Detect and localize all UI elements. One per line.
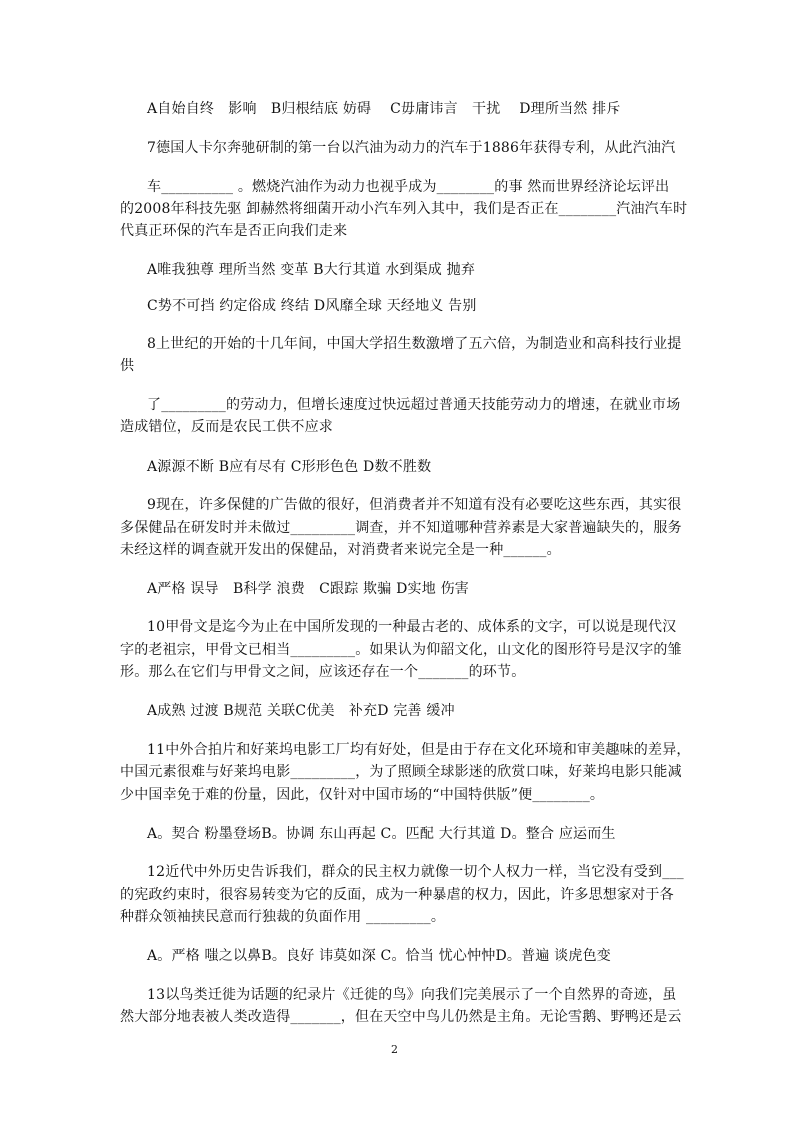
question-9-text: 9现在，许多保健的广告做的很好，但消费者并不知道有没有必要吃这些东西，其实很 xyxy=(147,497,682,513)
question-12-text: 种群众领袖挟民意而行独裁的负面作用 _________。 xyxy=(120,909,446,925)
question-12-options: A。严格 嗤之以鼻B。良好 讳莫如深 C。恰当 忧心忡忡D。普遍 谈虎色变 xyxy=(147,948,611,964)
question-9-text: 未经这样的调查就开发出的保健品，对消费者来说完全是一种______。 xyxy=(120,542,561,558)
question-9-text: 多保健品在研发时并未做过_________调查，并不知道哪种营养素是大家普遍缺失的，服务 xyxy=(120,520,682,536)
question-13-text: 13以鸟类迁徙为话题的纪录片《迁徙的鸟》向我们完美展示了一个自然界的奇迹，虽 xyxy=(147,987,677,1003)
question-9-options: A严格 误导 B科学 浪费 C跟踪 欺骗 D实地 伤害 xyxy=(147,581,469,597)
question-10-text: 字的老祖宗，甲骨文已相当_________。如果认为仰韶文化，山文化的图形符号是汉字的雏 xyxy=(120,642,682,658)
question-6-options: A自始自终 影响 B归根结底 妨碍 C毋庸讳言 干扰 D理所当然 排斥 xyxy=(147,101,621,117)
question-7-text: 车__________ 。燃烧汽油作为动力也视乎成为________的事 然而世界经济论坛评出 xyxy=(147,179,670,195)
question-7-options: A唯我独尊 理所当然 变革 B大行其道 水到渠成 抛弃 xyxy=(147,262,476,278)
question-11-text: 少中国幸免于难的份量，因此，仅针对中国市场的“中国特供版”便________。 xyxy=(120,787,605,803)
question-8-options: A源源不断 B应有尽有 C形形色色 D数不胜数 xyxy=(147,459,432,475)
question-11-text: 11中外合拍片和好莱坞电影工厂均有好处，但是由于存在文化环境和审美趣味的差异， xyxy=(147,742,691,758)
question-10-text: 10甲骨文是迄今为止在中国所发现的一种最古老的、成体系的文字，可以说是现代汉 xyxy=(147,619,677,635)
question-12-text: 的宪政约束时，很容易转变为它的反面，成为一种暴虐的权力，因此，许多思想家对于各 xyxy=(120,887,674,903)
question-7-text: 7德国人卡尔奔驰研制的第一台以汽油为动力的汽车于1886年获得专利，从此汽油汽 xyxy=(147,140,676,156)
question-12-text: 12近代中外历史告诉我们，群众的民主权力就像一切个人权力一样，当它没有受到___ xyxy=(147,864,684,880)
question-7-text: 的2008年科技先驱 卸赫然将细菌开动小汽车列入其中，我们是否正在________汽油汽车时 xyxy=(120,201,688,217)
question-8-text: 8上世纪的开始的十几年间，中国大学招生数激增了五六倍，为制造业和高科技行业提 xyxy=(147,336,682,352)
question-7-options: C势不可挡 约定俗成 终结 D风靡全球 天经地义 告别 xyxy=(147,298,477,314)
question-13-text: 然大部分地表被人类改造得_______，但在天空中鸟儿仍然是主角。无论雪鹅、野鸭还是云 xyxy=(120,1009,682,1025)
question-7-text: 代真正环保的汽车是否正向我们走来 xyxy=(120,223,348,239)
question-11-options: A。契合 粉墨登场B。协调 东山再起 C。匹配 大行其道 D。整合 应运而生 xyxy=(147,826,616,842)
page-number: 2 xyxy=(391,1043,398,1056)
question-10-options: A成熟 过渡 B规范 关联C优美 补充D 完善 缓冲 xyxy=(147,703,455,719)
question-8-text: 造成错位，反而是农民工供不应求 xyxy=(120,419,333,435)
question-8-text: 供 xyxy=(120,358,135,374)
question-8-text: 了_________的劳动力，但增长速度过快远超过普通天技能劳动力的增速，在就业市场 xyxy=(147,397,681,413)
question-10-text: 形。那么在它们与甲骨文之间，应该还存在一个_______的环节。 xyxy=(120,664,526,680)
question-11-text: 中国元素很难与好莱坞电影_________，为了照顾全球影迷的欣赏口味，好莱坞电影只能减 xyxy=(120,764,682,780)
